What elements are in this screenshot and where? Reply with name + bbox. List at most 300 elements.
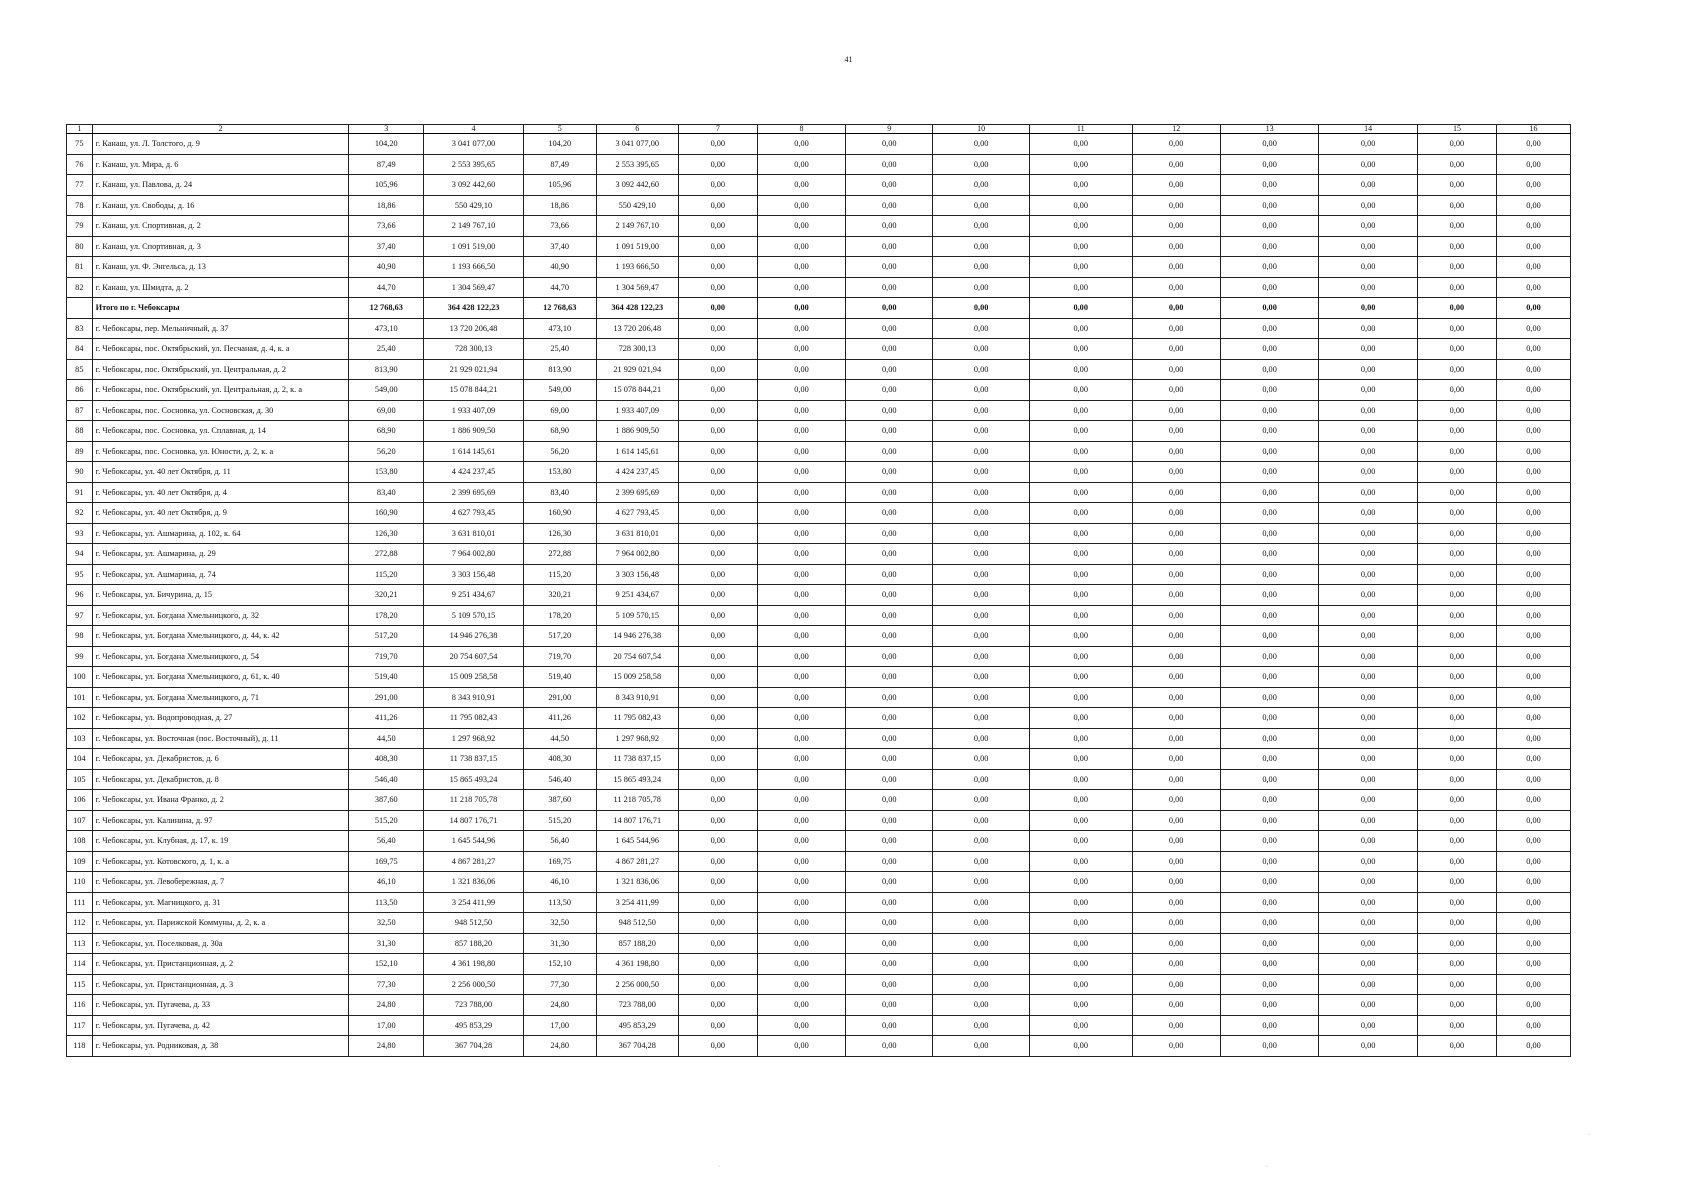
value-cell: 46,10: [349, 872, 424, 893]
zero-value-cell: 0,00: [678, 769, 757, 790]
zero-value-cell: 0,00: [678, 421, 757, 442]
table-row: [67, 482, 1571, 503]
table-row: [67, 646, 1571, 667]
value-cell: 178,20: [523, 605, 596, 626]
value-cell: 115,20: [523, 564, 596, 585]
zero-value-cell: 0,00: [1496, 523, 1570, 544]
zero-value-cell: 0,00: [678, 380, 757, 401]
value-cell: 14 807 176,71: [596, 810, 678, 831]
zero-value-cell: 0,00: [1417, 236, 1496, 257]
value-cell: 515,20: [523, 810, 596, 831]
zero-value-cell: 0,00: [1220, 257, 1319, 278]
value-cell: 20 754 607,54: [596, 646, 678, 667]
register-table: [66, 124, 1571, 1057]
zero-value-cell: 0,00: [678, 667, 757, 688]
zero-value-cell: 0,00: [1496, 626, 1570, 647]
zero-value-cell: 0,00: [757, 421, 845, 442]
zero-value-cell: 0,00: [1417, 482, 1496, 503]
zero-value-cell: 0,00: [678, 995, 757, 1016]
zero-value-cell: 0,00: [678, 236, 757, 257]
value-cell: 56,20: [523, 441, 596, 462]
table-row: [67, 421, 1571, 442]
zero-value-cell: 0,00: [1319, 298, 1418, 319]
zero-value-cell: 0,00: [1417, 216, 1496, 237]
zero-value-cell: 0,00: [1496, 995, 1570, 1016]
zero-value-cell: 0,00: [757, 872, 845, 893]
zero-value-cell: 0,00: [933, 298, 1030, 319]
zero-value-cell: 0,00: [757, 216, 845, 237]
zero-value-cell: 0,00: [1220, 482, 1319, 503]
row-number-cell: 108: [67, 831, 93, 852]
zero-value-cell: 0,00: [846, 626, 933, 647]
zero-value-cell: 0,00: [846, 605, 933, 626]
value-cell: 11 218 705,78: [596, 790, 678, 811]
value-cell: 73,66: [349, 216, 424, 237]
zero-value-cell: 0,00: [1220, 195, 1319, 216]
zero-value-cell: 0,00: [1496, 974, 1570, 995]
zero-value-cell: 0,00: [757, 523, 845, 544]
zero-value-cell: 0,00: [1319, 523, 1418, 544]
value-cell: 411,26: [349, 708, 424, 729]
row-number-cell: 96: [67, 585, 93, 606]
header-cell: 14: [1319, 125, 1418, 134]
zero-value-cell: 0,00: [678, 318, 757, 339]
zero-value-cell: 0,00: [1417, 708, 1496, 729]
zero-value-cell: 0,00: [1220, 441, 1319, 462]
zero-value-cell: 0,00: [678, 339, 757, 360]
row-number-cell: 94: [67, 544, 93, 565]
value-cell: 4 424 237,45: [424, 462, 524, 483]
zero-value-cell: 0,00: [846, 646, 933, 667]
zero-value-cell: 0,00: [933, 421, 1030, 442]
value-cell: 17,00: [349, 1015, 424, 1036]
zero-value-cell: 0,00: [1496, 175, 1570, 196]
value-cell: 367 704,28: [424, 1036, 524, 1057]
value-cell: 31,30: [349, 933, 424, 954]
zero-value-cell: 0,00: [1417, 400, 1496, 421]
zero-value-cell: 0,00: [1319, 257, 1418, 278]
value-cell: 550 429,10: [596, 195, 678, 216]
zero-value-cell: 0,00: [1220, 585, 1319, 606]
zero-value-cell: 0,00: [1029, 995, 1132, 1016]
row-number-cell: 93: [67, 523, 93, 544]
zero-value-cell: 0,00: [1132, 892, 1220, 913]
zero-value-cell: 0,00: [1029, 257, 1132, 278]
zero-value-cell: 0,00: [1220, 236, 1319, 257]
value-cell: 20 754 607,54: [424, 646, 524, 667]
zero-value-cell: 0,00: [1319, 892, 1418, 913]
zero-value-cell: 0,00: [933, 995, 1030, 1016]
address-cell: г. Чебоксары, ул. Пристанционная, д. 2: [92, 954, 349, 975]
table-row: [67, 564, 1571, 585]
zero-value-cell: 0,00: [757, 646, 845, 667]
zero-value-cell: 0,00: [678, 728, 757, 749]
table-row: [67, 277, 1571, 298]
address-cell: г. Чебоксары, ул. Родниковая, д. 38: [92, 1036, 349, 1057]
table-row: [67, 995, 1571, 1016]
zero-value-cell: 0,00: [1496, 605, 1570, 626]
zero-value-cell: 0,00: [1132, 400, 1220, 421]
table-row: [67, 523, 1571, 544]
zero-value-cell: 0,00: [757, 687, 845, 708]
zero-value-cell: 0,00: [933, 154, 1030, 175]
zero-value-cell: 0,00: [1319, 1036, 1418, 1057]
value-cell: 15 865 493,24: [424, 769, 524, 790]
zero-value-cell: 0,00: [846, 831, 933, 852]
address-cell: г. Чебоксары, ул. Декабристов, д. 8: [92, 769, 349, 790]
zero-value-cell: 0,00: [757, 154, 845, 175]
value-cell: 11 795 082,43: [424, 708, 524, 729]
header-cell: 12: [1132, 125, 1220, 134]
zero-value-cell: 0,00: [1220, 339, 1319, 360]
value-cell: 32,50: [523, 913, 596, 934]
zero-value-cell: 0,00: [933, 831, 1030, 852]
zero-value-cell: 0,00: [1496, 913, 1570, 934]
zero-value-cell: 0,00: [933, 605, 1030, 626]
zero-value-cell: 0,00: [846, 318, 933, 339]
zero-value-cell: 0,00: [1132, 441, 1220, 462]
zero-value-cell: 0,00: [1496, 585, 1570, 606]
zero-value-cell: 0,00: [1417, 605, 1496, 626]
zero-value-cell: 0,00: [1319, 913, 1418, 934]
zero-value-cell: 0,00: [933, 441, 1030, 462]
value-cell: 44,70: [349, 277, 424, 298]
zero-value-cell: 0,00: [846, 154, 933, 175]
zero-value-cell: 0,00: [1029, 380, 1132, 401]
zero-value-cell: 0,00: [757, 728, 845, 749]
zero-value-cell: 0,00: [1220, 544, 1319, 565]
zero-value-cell: 0,00: [846, 216, 933, 237]
address-cell: г. Чебоксары, ул. Пристанционная, д. 3: [92, 974, 349, 995]
zero-value-cell: 0,00: [1319, 421, 1418, 442]
zero-value-cell: 0,00: [678, 933, 757, 954]
zero-value-cell: 0,00: [846, 667, 933, 688]
zero-value-cell: 0,00: [1132, 769, 1220, 790]
zero-value-cell: 0,00: [1132, 339, 1220, 360]
value-cell: 126,30: [523, 523, 596, 544]
zero-value-cell: 0,00: [1132, 236, 1220, 257]
zero-value-cell: 0,00: [1132, 1036, 1220, 1057]
zero-value-cell: 0,00: [1029, 339, 1132, 360]
zero-value-cell: 0,00: [757, 831, 845, 852]
zero-value-cell: 0,00: [1220, 175, 1319, 196]
zero-value-cell: 0,00: [1132, 687, 1220, 708]
zero-value-cell: 0,00: [1132, 257, 1220, 278]
zero-value-cell: 0,00: [678, 872, 757, 893]
table-row: [67, 318, 1571, 339]
zero-value-cell: 0,00: [846, 503, 933, 524]
zero-value-cell: 0,00: [1132, 605, 1220, 626]
zero-value-cell: 0,00: [933, 892, 1030, 913]
zero-value-cell: 0,00: [1220, 154, 1319, 175]
header-cell: 11: [1029, 125, 1132, 134]
value-cell: 4 424 237,45: [596, 462, 678, 483]
zero-value-cell: 0,00: [757, 892, 845, 913]
row-number-cell: 75: [67, 134, 93, 155]
row-number-cell: 118: [67, 1036, 93, 1057]
zero-value-cell: 0,00: [1417, 523, 1496, 544]
zero-value-cell: 0,00: [933, 1036, 1030, 1057]
value-cell: 14 807 176,71: [424, 810, 524, 831]
zero-value-cell: 0,00: [1132, 523, 1220, 544]
zero-value-cell: 0,00: [1417, 728, 1496, 749]
zero-value-cell: 0,00: [1496, 687, 1570, 708]
zero-value-cell: 0,00: [846, 995, 933, 1016]
zero-value-cell: 0,00: [757, 462, 845, 483]
value-cell: 3 303 156,48: [596, 564, 678, 585]
zero-value-cell: 0,00: [1319, 810, 1418, 831]
zero-value-cell: 0,00: [1319, 646, 1418, 667]
value-cell: 68,90: [349, 421, 424, 442]
value-cell: 1 933 407,09: [596, 400, 678, 421]
value-cell: 113,50: [349, 892, 424, 913]
value-cell: 15 865 493,24: [596, 769, 678, 790]
zero-value-cell: 0,00: [1029, 1036, 1132, 1057]
zero-value-cell: 0,00: [933, 626, 1030, 647]
zero-value-cell: 0,00: [1220, 626, 1319, 647]
zero-value-cell: 0,00: [846, 134, 933, 155]
value-cell: 12 768,63: [349, 298, 424, 319]
zero-value-cell: 0,00: [846, 708, 933, 729]
row-number-cell: 80: [67, 236, 93, 257]
value-cell: 320,21: [523, 585, 596, 606]
zero-value-cell: 0,00: [933, 277, 1030, 298]
address-cell: г. Чебоксары, ул. 40 лет Октября, д. 4: [92, 482, 349, 503]
value-cell: 25,40: [349, 339, 424, 360]
zero-value-cell: 0,00: [1220, 462, 1319, 483]
value-cell: 3 303 156,48: [424, 564, 524, 585]
zero-value-cell: 0,00: [1319, 974, 1418, 995]
zero-value-cell: 0,00: [1132, 646, 1220, 667]
zero-value-cell: 0,00: [1496, 134, 1570, 155]
zero-value-cell: 0,00: [1220, 769, 1319, 790]
zero-value-cell: 0,00: [1496, 298, 1570, 319]
value-cell: 46,10: [523, 872, 596, 893]
zero-value-cell: 0,00: [757, 544, 845, 565]
zero-value-cell: 0,00: [1417, 892, 1496, 913]
value-cell: 515,20: [349, 810, 424, 831]
zero-value-cell: 0,00: [1132, 380, 1220, 401]
value-cell: 8 343 910,91: [424, 687, 524, 708]
table-row: [67, 154, 1571, 175]
value-cell: 2 399 695,69: [596, 482, 678, 503]
value-cell: 104,20: [349, 134, 424, 155]
zero-value-cell: 0,00: [1220, 380, 1319, 401]
zero-value-cell: 0,00: [678, 298, 757, 319]
address-cell: г. Чебоксары, ул. Ашмарина, д. 74: [92, 564, 349, 585]
value-cell: 550 429,10: [424, 195, 524, 216]
zero-value-cell: 0,00: [1220, 134, 1319, 155]
row-number-cell: 79: [67, 216, 93, 237]
zero-value-cell: 0,00: [1319, 462, 1418, 483]
zero-value-cell: 0,00: [1220, 523, 1319, 544]
value-cell: 517,20: [523, 626, 596, 647]
address-cell: г. Чебоксары, ул. Левобережная, д. 7: [92, 872, 349, 893]
zero-value-cell: 0,00: [1496, 277, 1570, 298]
zero-value-cell: 0,00: [1496, 1036, 1570, 1057]
zero-value-cell: 0,00: [678, 708, 757, 729]
zero-value-cell: 0,00: [1319, 749, 1418, 770]
value-cell: 719,70: [523, 646, 596, 667]
address-cell: г. Чебоксары, пос. Октябрьский, ул. Центральная, д. 2: [92, 359, 349, 380]
value-cell: 15 078 844,21: [596, 380, 678, 401]
zero-value-cell: 0,00: [757, 1015, 845, 1036]
zero-value-cell: 0,00: [933, 544, 1030, 565]
zero-value-cell: 0,00: [1220, 564, 1319, 585]
value-cell: 15 009 258,58: [596, 667, 678, 688]
scan-speck: ·: [1266, 1164, 1268, 1170]
zero-value-cell: 0,00: [1132, 216, 1220, 237]
address-cell: г. Чебоксары, ул. Восточная (пос. Восточный), д. 11: [92, 728, 349, 749]
address-cell: г. Чебоксары, ул. Декабристов, д. 6: [92, 749, 349, 770]
table-row: [67, 974, 1571, 995]
zero-value-cell: 0,00: [1029, 974, 1132, 995]
zero-value-cell: 0,00: [678, 257, 757, 278]
zero-value-cell: 0,00: [1029, 441, 1132, 462]
table-row: [67, 339, 1571, 360]
zero-value-cell: 0,00: [757, 380, 845, 401]
value-cell: 1 645 544,96: [596, 831, 678, 852]
row-number-cell: 81: [67, 257, 93, 278]
row-number-cell: 105: [67, 769, 93, 790]
zero-value-cell: 0,00: [757, 769, 845, 790]
zero-value-cell: 0,00: [1319, 708, 1418, 729]
zero-value-cell: 0,00: [1220, 728, 1319, 749]
zero-value-cell: 0,00: [846, 728, 933, 749]
zero-value-cell: 0,00: [1496, 749, 1570, 770]
zero-value-cell: 0,00: [678, 626, 757, 647]
zero-value-cell: 0,00: [678, 441, 757, 462]
zero-value-cell: 0,00: [1029, 913, 1132, 934]
value-cell: 40,90: [523, 257, 596, 278]
header-cell: 2: [92, 125, 349, 134]
address-cell: г. Чебоксары, ул. Бичурина, д. 15: [92, 585, 349, 606]
address-cell: г. Чебоксары, пер. Мельничный, д. 37: [92, 318, 349, 339]
address-cell: г. Чебоксары, ул. Клубная, д. 17, к. 19: [92, 831, 349, 852]
value-cell: 9 251 434,67: [596, 585, 678, 606]
zero-value-cell: 0,00: [1220, 646, 1319, 667]
value-cell: 87,49: [349, 154, 424, 175]
value-cell: 44,50: [349, 728, 424, 749]
zero-value-cell: 0,00: [757, 1036, 845, 1057]
zero-value-cell: 0,00: [678, 892, 757, 913]
value-cell: 153,80: [349, 462, 424, 483]
zero-value-cell: 0,00: [1417, 175, 1496, 196]
value-cell: 7 964 002,80: [596, 544, 678, 565]
zero-value-cell: 0,00: [1496, 318, 1570, 339]
zero-value-cell: 0,00: [933, 585, 1030, 606]
value-cell: 546,40: [523, 769, 596, 790]
zero-value-cell: 0,00: [1417, 421, 1496, 442]
address-cell: г. Канаш, ул. Спортивная, д. 2: [92, 216, 349, 237]
zero-value-cell: 0,00: [1132, 913, 1220, 934]
value-cell: 14 946 276,38: [424, 626, 524, 647]
zero-value-cell: 0,00: [846, 441, 933, 462]
zero-value-cell: 0,00: [1417, 851, 1496, 872]
zero-value-cell: 0,00: [757, 318, 845, 339]
value-cell: 2 399 695,69: [424, 482, 524, 503]
value-cell: 21 929 021,94: [424, 359, 524, 380]
table-row: [67, 1015, 1571, 1036]
zero-value-cell: 0,00: [1029, 667, 1132, 688]
value-cell: 2 256 000,50: [424, 974, 524, 995]
address-cell: г. Чебоксары, пос. Сосновка, ул. Юности, д. 2, к. а: [92, 441, 349, 462]
zero-value-cell: 0,00: [933, 769, 1030, 790]
table-row: [67, 503, 1571, 524]
page-number: 41: [844, 55, 853, 64]
zero-value-cell: 0,00: [1029, 195, 1132, 216]
zero-value-cell: 0,00: [1220, 749, 1319, 770]
value-cell: 519,40: [523, 667, 596, 688]
zero-value-cell: 0,00: [1132, 667, 1220, 688]
address-cell: г. Чебоксары, ул. Калинина, д. 97: [92, 810, 349, 831]
zero-value-cell: 0,00: [1132, 851, 1220, 872]
zero-value-cell: 0,00: [1029, 769, 1132, 790]
zero-value-cell: 0,00: [678, 790, 757, 811]
value-cell: 3 254 411,99: [596, 892, 678, 913]
table-row: [67, 954, 1571, 975]
zero-value-cell: 0,00: [1132, 544, 1220, 565]
zero-value-cell: 0,00: [1319, 851, 1418, 872]
address-cell: г. Канаш, ул. Л. Толстого, д. 9: [92, 134, 349, 155]
zero-value-cell: 0,00: [1132, 954, 1220, 975]
value-cell: 105,96: [349, 175, 424, 196]
value-cell: 723 788,00: [424, 995, 524, 1016]
zero-value-cell: 0,00: [757, 195, 845, 216]
zero-value-cell: 0,00: [933, 380, 1030, 401]
value-cell: 2 256 000,50: [596, 974, 678, 995]
address-cell: г. Чебоксары, ул. Богдана Хмельницкого, д. 44, к. 42: [92, 626, 349, 647]
zero-value-cell: 0,00: [1029, 298, 1132, 319]
zero-value-cell: 0,00: [846, 872, 933, 893]
value-cell: 14 946 276,38: [596, 626, 678, 647]
value-cell: 272,88: [523, 544, 596, 565]
value-cell: 1 304 569,47: [424, 277, 524, 298]
zero-value-cell: 0,00: [1220, 1015, 1319, 1036]
value-cell: 8 343 910,91: [596, 687, 678, 708]
value-cell: 495 853,29: [424, 1015, 524, 1036]
zero-value-cell: 0,00: [1029, 933, 1132, 954]
row-number-cell: 117: [67, 1015, 93, 1036]
value-cell: 5 109 570,15: [424, 605, 524, 626]
value-cell: 364 428 122,23: [424, 298, 524, 319]
zero-value-cell: 0,00: [1417, 626, 1496, 647]
zero-value-cell: 0,00: [933, 400, 1030, 421]
zero-value-cell: 0,00: [1029, 400, 1132, 421]
row-number-cell: 84: [67, 339, 93, 360]
zero-value-cell: 0,00: [933, 851, 1030, 872]
zero-value-cell: 0,00: [678, 810, 757, 831]
zero-value-cell: 0,00: [1132, 195, 1220, 216]
address-cell: г. Чебоксары, ул. Пугачева, д. 33: [92, 995, 349, 1016]
value-cell: 517,20: [349, 626, 424, 647]
zero-value-cell: 0,00: [933, 339, 1030, 360]
header-cell: 1: [67, 125, 93, 134]
zero-value-cell: 0,00: [846, 1036, 933, 1057]
value-cell: 126,30: [349, 523, 424, 544]
row-number-cell: 77: [67, 175, 93, 196]
row-number-cell: 98: [67, 626, 93, 647]
value-cell: 320,21: [349, 585, 424, 606]
zero-value-cell: 0,00: [757, 277, 845, 298]
row-number-cell: 78: [67, 195, 93, 216]
zero-value-cell: 0,00: [1029, 236, 1132, 257]
zero-value-cell: 0,00: [757, 400, 845, 421]
zero-value-cell: 0,00: [1132, 790, 1220, 811]
address-cell: г. Чебоксары, ул. Ивана Франко, д. 2: [92, 790, 349, 811]
zero-value-cell: 0,00: [1132, 482, 1220, 503]
value-cell: 2 149 767,10: [596, 216, 678, 237]
